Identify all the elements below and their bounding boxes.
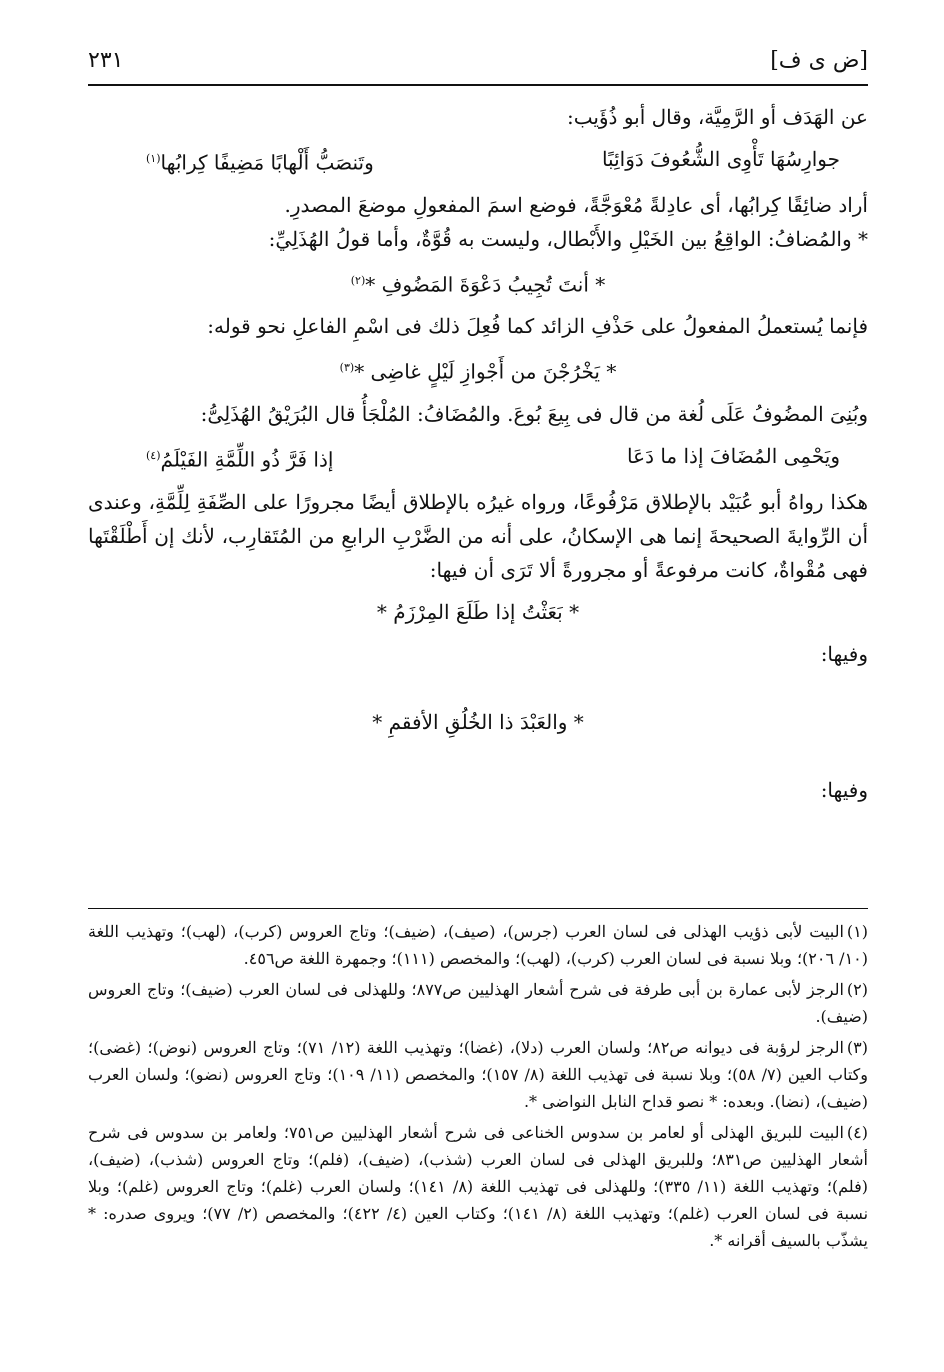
footnote-ref: (٢) — [350, 273, 366, 287]
main-text — [88, 100, 868, 807]
footnote-ref: (٤) — [146, 448, 161, 462]
verse-hemistich-first: ويَحْمِى المُضَافَ إذا ما دَعَا — [627, 443, 840, 468]
verse-hemistich-first: جوارِسُهَا تَأْوِى الشُّعُوفَ دَوَائِبًا — [601, 147, 840, 171]
paragraph: وفيها: — [820, 641, 868, 666]
verse-line — [88, 142, 868, 180]
verse-hemistich-second: وتَنصَبُّ أَلْهابًا مَضِيفًا كِرابُها$^{(١)}$ — [146, 150, 374, 175]
footnote: (١)البيت لأبى ذؤيب الهذلى فى لسان العرب (جرس)، (صيف)، (ضيف)؛ وتاج العروس (كرب)، (لهب)؛ وتهذيب اللغة (١٠/ ٢٠٦)؛ وبلا نسبة فى لسان العرب (كرب)، (لهب)؛ والمخصص (١١١)؛ وجمهرة اللغة ص٤٥٦. — [88, 922, 868, 968]
footnotes — [88, 918, 868, 1258]
footnote-number: (٤) — [846, 1123, 868, 1142]
footnote-ref: (٣) — [339, 361, 355, 375]
verse-fragment: * والعَبْدَ ذا الخُلُقِ الأفقمِ * — [372, 709, 584, 734]
verse-fragment: * بَعَثْتُ إذا طَلَعَ المِرْزَمُ * — [376, 599, 580, 624]
footnote-number: (٢) — [846, 980, 868, 999]
footnote-number: (٣) — [846, 1038, 868, 1057]
paragraph: * والمُضافُ: الواقِعُ بين الخَيْلِ والأَبْطال، وليست به قُوَّةٌ، وأما قولُ الهُذَلِيِّ: — [268, 226, 868, 251]
page-header — [88, 38, 868, 84]
verse-fragment: * يَخْرُجْنَ من أَجْوازِ لَيْلٍ غاضِى *$^{(٣)}$ — [339, 359, 617, 384]
verse-line — [88, 439, 868, 477]
verse-hemistich-second: إذا فَرَّ ذُو اللِّمَّةِ الفَيْلَمُ$^{(٤)}$ — [146, 447, 334, 472]
footnote: (٤)البيت للبريق الهذلى أو لعامر بن سدوس الخناعى فى شرح أشعار الهذليين ص٧٥١؛ ولعامر بن سدوس فى شرح أشعار الهذليين ص٨٣١؛ وللبريق الهذلى فى لسان العرب (شذب)، (ضيف)، (فلم)؛ وتاج العروس (شذب)، (ضيف)، (فلم)؛ وتهذيب اللغة (١١/ ٣٣٥)؛ وللهذلى فى تهذيب اللغة (٨/ ١٤١)؛ ولسان العرب (غلم)؛ وتاج العروس (غلم)؛ وبلا نسبة فى لسان العرب (غلم)؛ وتهذيب اللغة (٨/ ١٤١)؛ وكتاب العين (٤/ ٤٢٢)؛ والمخصص (٢/ ٧٧)؛ ويروى صدره: * يشذّب بالسيف أقرانه *. — [88, 1123, 869, 1250]
footnote: (٢)الرجز لأبى عمارة بن أبى طرفة فى شرح أشعار الهذليين ص٨٧٧؛ وللهذلى فى لسان العرب (ضيف)؛ وتاج العروس (ضيف). — [88, 980, 868, 1026]
footnote-ref: (١) — [146, 152, 161, 165]
paragraph: وبُنِىَ المضُوفُ عَلَى لُغة من قال فى بِيعَ بُوعَ. والمُضَافُ: المُلْجَأُ قال البُرَيْقُ الهُذَلِىُّ: — [200, 401, 868, 426]
paragraph: وفيها: — [820, 777, 868, 802]
verse-fragment: * أنتَ تُجِيبُ دَعْوَةَ المَضُوفِ *$^{(٢)}$ — [350, 272, 606, 297]
footnote-rule — [88, 908, 868, 909]
book-page — [88, 38, 868, 1358]
paragraph: فإنما يُستعملُ المفعولُ على حَذْفِ الزائد كما فُعِلَ ذلك فى اسْمِ الفاعلِ نحو قوله: — [207, 314, 868, 339]
root-letters-heading: [ض ى ف] — [770, 48, 868, 73]
paragraph: هكذا رواهُ أبو عُبَيْد بالإطلاق مَرْفُوعًا، ورواه غيرُه بالإطلاق أيضًا مجرورًا على الصِّفَةِ لِلِّمَّةِ، وعندى أن الرِّوايةَ الصحيحةَ إنما هى الإسكانُ، على أنه من الضَّرْبِ الرابعِ من المُتَقارِب، لأنك إن أَطْلَقْتَها فهى مُقْواةٌ، كانت مرفوعةً أو مجرورةً ألا تَرَى أن فيها: — [88, 489, 868, 582]
paragraph: أراد ضائِقًا كِرابُها، أى عادِلةً مُعْوَجَّةً، فوضع اسمَ المفعولِ موضعَ المصدرِ. — [284, 192, 868, 217]
header-rule — [88, 84, 868, 86]
footnote: (٣)الرجز لرؤبة فى ديوانه ص٨٢؛ ولسان العرب (دلا)، (غضا)؛ وتهذيب اللغة (١٢/ ٧١)؛ وتاج العروس (نوض)؛ (غضى)؛ وكتاب العين (٧/ ٥٨)؛ وبلا نسبة فى تهذيب اللغة (٨/ ١٥٧)؛ والمخصص (١١/ ١٠٩)؛ وتاج العروس (نضو)؛ ولسان العرب (ضيف)، (نضا). وبعده: * نصو قداح النابل النواضى *. — [88, 1038, 869, 1111]
footnote-number: (١) — [846, 922, 868, 941]
page-number: ٢٣١ — [88, 48, 124, 73]
paragraph: عن الهَدَف أو الرَّمِيَّة، وقال أبو ذُؤَيب: — [566, 105, 868, 129]
